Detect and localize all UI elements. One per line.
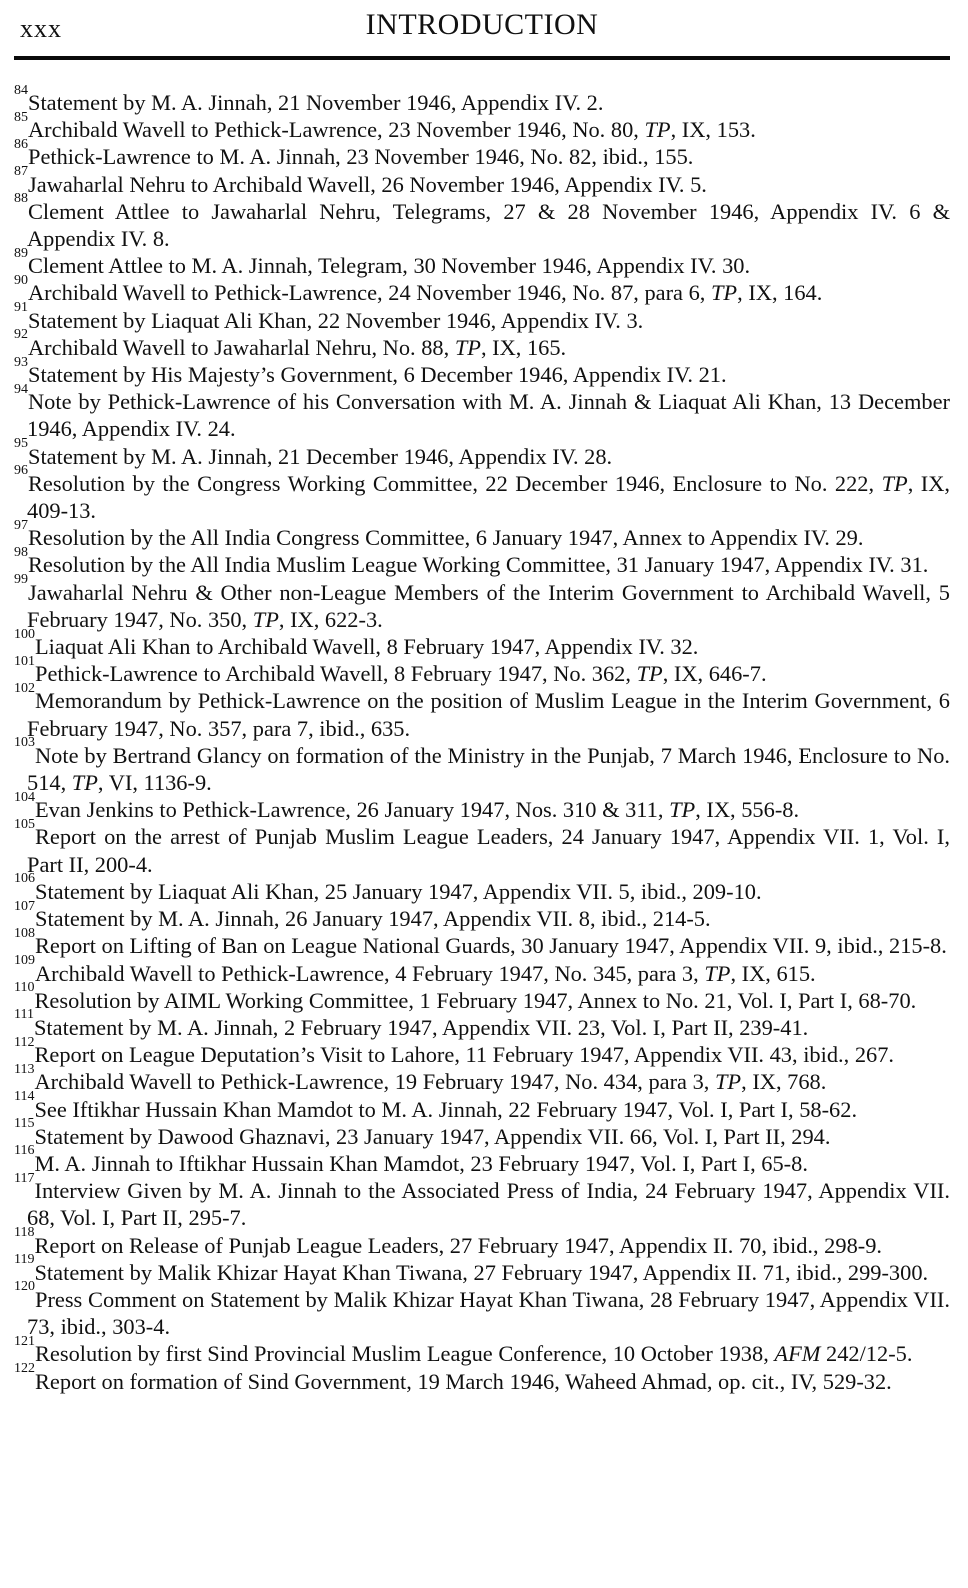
footnote-text: Report on Release of Punjab League Leaders, 27 February 1947, Appendix II. 70, ibid., 298-9. — [34, 1232, 883, 1258]
footnote-text: Resolution by the All India Muslim League Working Committee, 31 January 1947, Appendix IV. 31. — [28, 552, 929, 578]
footnote-number: 98 — [14, 544, 28, 560]
footnote-number: 106 — [14, 871, 35, 887]
footnote-text: Report on formation of Sind Government, 19 March 1946, Waheed Ahmad, op. cit., IV, 529-32. — [35, 1368, 892, 1394]
footnote-number: 121 — [14, 1333, 35, 1349]
footnote-text: Statement by Liaquat Ali Khan, 25 January 1947, Appendix VII. 5, ibid., 209-10. — [35, 878, 762, 904]
footnote — [14, 381, 950, 442]
footnote — [14, 1279, 950, 1340]
footnote — [14, 544, 950, 578]
footnote-text: Memorandum by Pethick-Lawrence on the position of Muslim League in the Interim Government, 6 February 1947, No. 357, para 7, ibid., 635. — [27, 688, 950, 741]
footnote-text: Note by Pethick-Lawrence of his Conversation with M. A. Jinnah & Liaquat Ali Khan, 13 December 1946, Appendix IV. 24. — [27, 389, 950, 442]
footnote — [14, 925, 950, 959]
footnote — [14, 1170, 950, 1231]
footnote-text: , IX, 164. — [737, 280, 823, 306]
footnote-text: Jawaharlal Nehru & Other non-League Members of the Interim Government to Archibald Wavell, 5 February 1947, No. 350, — [27, 579, 950, 632]
header-rule — [14, 56, 950, 60]
footnote-text: Statement by M. A. Jinnah, 2 February 1947, Appendix VII. 23, Vol. I, Part II, 239-41. — [33, 1014, 809, 1040]
footnote-text: Liaquat Ali Khan to Archibald Wavell, 8 February 1947, Appendix IV. 32. — [35, 634, 699, 660]
footnote-number: 110 — [14, 980, 35, 996]
footnote-text: Statement by M. A. Jinnah, 21 December 1946, Appendix IV. 28. — [28, 443, 613, 469]
footnote-number: 104 — [14, 789, 35, 805]
footnote — [14, 463, 950, 524]
footnote-text: , IX, 646-7. — [662, 661, 767, 687]
footnote — [14, 735, 950, 796]
footnote-number: 118 — [14, 1225, 35, 1241]
footnote — [14, 136, 950, 170]
citation-abbreviation: AFM — [774, 1341, 821, 1367]
citation-abbreviation: TP — [71, 770, 98, 796]
footnote-text: Report on Lifting of Ban on League National Guards, 30 January 1947, Appendix VII. 9, ibid., 215-8. — [35, 933, 947, 959]
footnote-text: , IX, 556-8. — [695, 797, 800, 823]
footnote-text: See Iftikhar Hussain Khan Mamdot to M. A. Jinnah, 22 February 1947, Vol. I, Part I, 58-62. — [34, 1096, 858, 1122]
footnote-number: 100 — [14, 626, 35, 642]
footnote — [14, 517, 950, 551]
footnote-text: Statement by His Majesty’s Government, 6 December 1946, Appendix IV. 21. — [28, 362, 727, 388]
footnote-number: 116 — [14, 1143, 35, 1159]
footnote-text: Archibald Wavell to Pethick-Lawrence, 24 November 1946, No. 87, para 6, — [28, 280, 711, 306]
citation-abbreviation: TP — [704, 960, 731, 986]
footnote-text: Archibald Wavell to Jawaharlal Nehru, No. 88, — [28, 334, 455, 360]
footnote — [14, 653, 950, 687]
footnotes-list — [14, 82, 950, 1395]
citation-abbreviation: TP — [669, 797, 696, 823]
citation-abbreviation: TP — [636, 661, 663, 687]
citation-abbreviation: TP — [881, 470, 908, 496]
footnote-text: , IX, 768. — [741, 1069, 827, 1095]
footnote-text: Clement Attlee to M. A. Jinnah, Telegram, 30 November 1946, Appendix IV. 30. — [28, 253, 751, 279]
footnote — [14, 789, 950, 823]
footnote-text: , IX, 622-3. — [278, 606, 383, 632]
footnote — [14, 109, 950, 143]
footnote-number: 102 — [14, 681, 35, 696]
footnote-text: Statement by Dawood Ghaznavi, 23 January 1947, Appendix VII. 66, Vol. I, Part II, 294. — [34, 1123, 831, 1149]
footnote-text: Pethick-Lawrence to Archibald Wavell, 8 February 1947, No. 362, — [35, 661, 637, 687]
footnote-text: Note by Bertrand Glancy on formation of the Ministry in the Punjab, 7 March 1946, Enclosure to No. 514, — [27, 742, 950, 796]
footnote — [14, 626, 950, 660]
footnote-number: 115 — [14, 1116, 35, 1132]
footnote-number: 101 — [14, 653, 35, 669]
footnote-number: 122 — [14, 1361, 35, 1377]
footnote-number: 90 — [14, 272, 28, 288]
footnote-number: 113 — [14, 1061, 35, 1077]
footnote — [14, 245, 950, 279]
footnote-number: 94 — [14, 381, 28, 397]
footnote-number: 105 — [14, 817, 35, 833]
footnote — [14, 1089, 950, 1123]
footnote-number: 99 — [14, 572, 28, 588]
footnote-text: Clement Attlee to Jawaharlal Nehru, Telegrams, 27 & 28 November 1946, Appendix IV. 6 & Appendix IV. 8. — [27, 198, 950, 252]
footnote-text: Jawaharlal Nehru to Archibald Wavell, 26 November 1946, Appendix IV. 5. — [28, 171, 707, 197]
footnote-number: 103 — [14, 735, 35, 751]
footnote-text: Statement by Liaquat Ali Khan, 22 November 1946, Appendix IV. 3. — [28, 307, 644, 333]
citation-abbreviation: TP — [454, 334, 481, 360]
footnote — [14, 1007, 950, 1041]
footnote-number: 119 — [14, 1252, 35, 1268]
footnote-number: 88 — [14, 191, 28, 207]
citation-abbreviation: TP — [252, 606, 279, 632]
footnote-number: 87 — [14, 164, 28, 180]
footnote-text: Statement by Malik Khizar Hayat Khan Tiwana, 27 February 1947, Appendix II. 71, ibid., 299-300. — [34, 1259, 929, 1285]
footnote — [14, 953, 950, 987]
footnote — [14, 327, 950, 361]
footnote — [14, 871, 950, 905]
footnote-number: 86 — [14, 136, 28, 152]
footnote-text: Pethick-Lawrence to M. A. Jinnah, 23 November 1946, No. 82, ibid., 155. — [28, 144, 694, 170]
footnote — [14, 1116, 950, 1150]
footnote-number: 120 — [14, 1279, 35, 1295]
footnote-text: Resolution by AIML Working Committee, 1 February 1947, Annex to No. 21, Vol. I, Part I, 68-70. — [34, 987, 917, 1013]
page-number: xxx — [20, 14, 62, 43]
footnote-text: Archibald Wavell to Pethick-Lawrence, 4 February 1947, No. 345, para 3, — [35, 960, 705, 986]
footnote — [14, 191, 950, 252]
footnote-text: , IX, 165. — [480, 334, 567, 360]
page-header — [14, 8, 950, 48]
citation-abbreviation: TP — [710, 280, 738, 306]
footnote-text: Press Comment on Statement by Malik Khizar Hayat Khan Tiwana, 28 February 1947, Appendix VII. 73, ibid., 303-4. — [27, 1286, 950, 1340]
footnote — [14, 1333, 950, 1367]
footnote-number: 89 — [14, 245, 28, 261]
footnote-number: 91 — [14, 300, 28, 316]
page-title: INTRODUCTION — [365, 8, 599, 41]
citation-abbreviation: TP — [714, 1069, 742, 1095]
footnote-number: 96 — [14, 463, 28, 479]
footnote — [14, 82, 950, 116]
footnote-number: 97 — [14, 517, 28, 533]
footnote — [14, 817, 950, 877]
footnote-text: , VI, 1136-9. — [97, 770, 212, 796]
footnote — [14, 1225, 950, 1259]
footnote — [14, 572, 950, 633]
footnote — [14, 1143, 950, 1177]
footnote — [14, 980, 950, 1014]
footnote — [14, 1034, 950, 1068]
footnote-text: , IX, 615. — [730, 960, 816, 986]
footnote-text: Report on League Deputation’s Visit to Lahore, 11 February 1947, Appendix VII. 43, ibid., 267. — [34, 1042, 895, 1068]
footnote-number: 84 — [14, 82, 28, 98]
footnote-text: , IX, 153. — [670, 117, 756, 143]
footnote-text: Statement by M. A. Jinnah, 21 November 1946, Appendix IV. 2. — [28, 90, 604, 115]
footnote-number: 108 — [14, 925, 35, 941]
footnote-text: Archibald Wavell to Pethick-Lawrence, 23 November 1946, No. 80, — [28, 117, 645, 143]
footnote-number: 109 — [14, 953, 35, 969]
footnote-text: Evan Jenkins to Pethick-Lawrence, 26 January 1947, Nos. 310 & 311, — [35, 797, 670, 823]
footnote-text: 242/12-5. — [820, 1341, 913, 1367]
footnote — [14, 300, 950, 334]
footnote — [14, 1361, 950, 1395]
footnote — [14, 164, 950, 198]
footnote-text: Archibald Wavell to Pethick-Lawrence, 19 February 1947, No. 434, para 3, — [34, 1069, 715, 1095]
footnote-text: , IX, 409-13. — [27, 470, 950, 524]
footnote — [14, 681, 950, 741]
footnote-number: 93 — [14, 354, 28, 370]
footnote — [14, 898, 950, 932]
footnote — [14, 354, 950, 388]
footnote-number: 85 — [14, 109, 28, 125]
footnote-number: 107 — [14, 898, 35, 914]
footnote-number: 92 — [14, 327, 28, 343]
footnote-text: Resolution by the Congress Working Committee, 22 December 1946, Enclosure to No. 222, — [28, 470, 882, 496]
footnote — [14, 1252, 950, 1286]
footnote-number: 111 — [14, 1007, 34, 1023]
footnote — [14, 1061, 950, 1095]
citation-abbreviation: TP — [644, 117, 671, 143]
footnote-number: 117 — [14, 1170, 35, 1186]
footnote-text: Report on the arrest of Punjab Muslim League Leaders, 24 January 1947, Appendix VII. 1, Vol. I, Part II, 200-4. — [27, 824, 950, 877]
footnote-number: 114 — [14, 1089, 35, 1105]
footnote-text: M. A. Jinnah to Iftikhar Hussain Khan Mamdot, 23 February 1947, Vol. I, Part I, 65-8. — [34, 1150, 808, 1176]
footnote — [14, 272, 950, 306]
footnote-text: Interview Given by M. A. Jinnah to the Associated Press of India, 24 February 1947, Appendix VII. 68, Vol. I, Part II, 295-7. — [27, 1178, 950, 1231]
footnote-text: Resolution by the All India Congress Committee, 6 January 1947, Annex to Appendix IV. 29. — [28, 525, 864, 551]
footnote-number: 95 — [14, 436, 28, 452]
footnote — [14, 436, 950, 470]
footnote-number: 112 — [14, 1034, 35, 1050]
footnote-text: Resolution by first Sind Provincial Muslim League Conference, 10 October 1938, — [35, 1341, 775, 1367]
footnote-text: Statement by M. A. Jinnah, 26 January 1947, Appendix VII. 8, ibid., 214-5. — [35, 906, 711, 932]
